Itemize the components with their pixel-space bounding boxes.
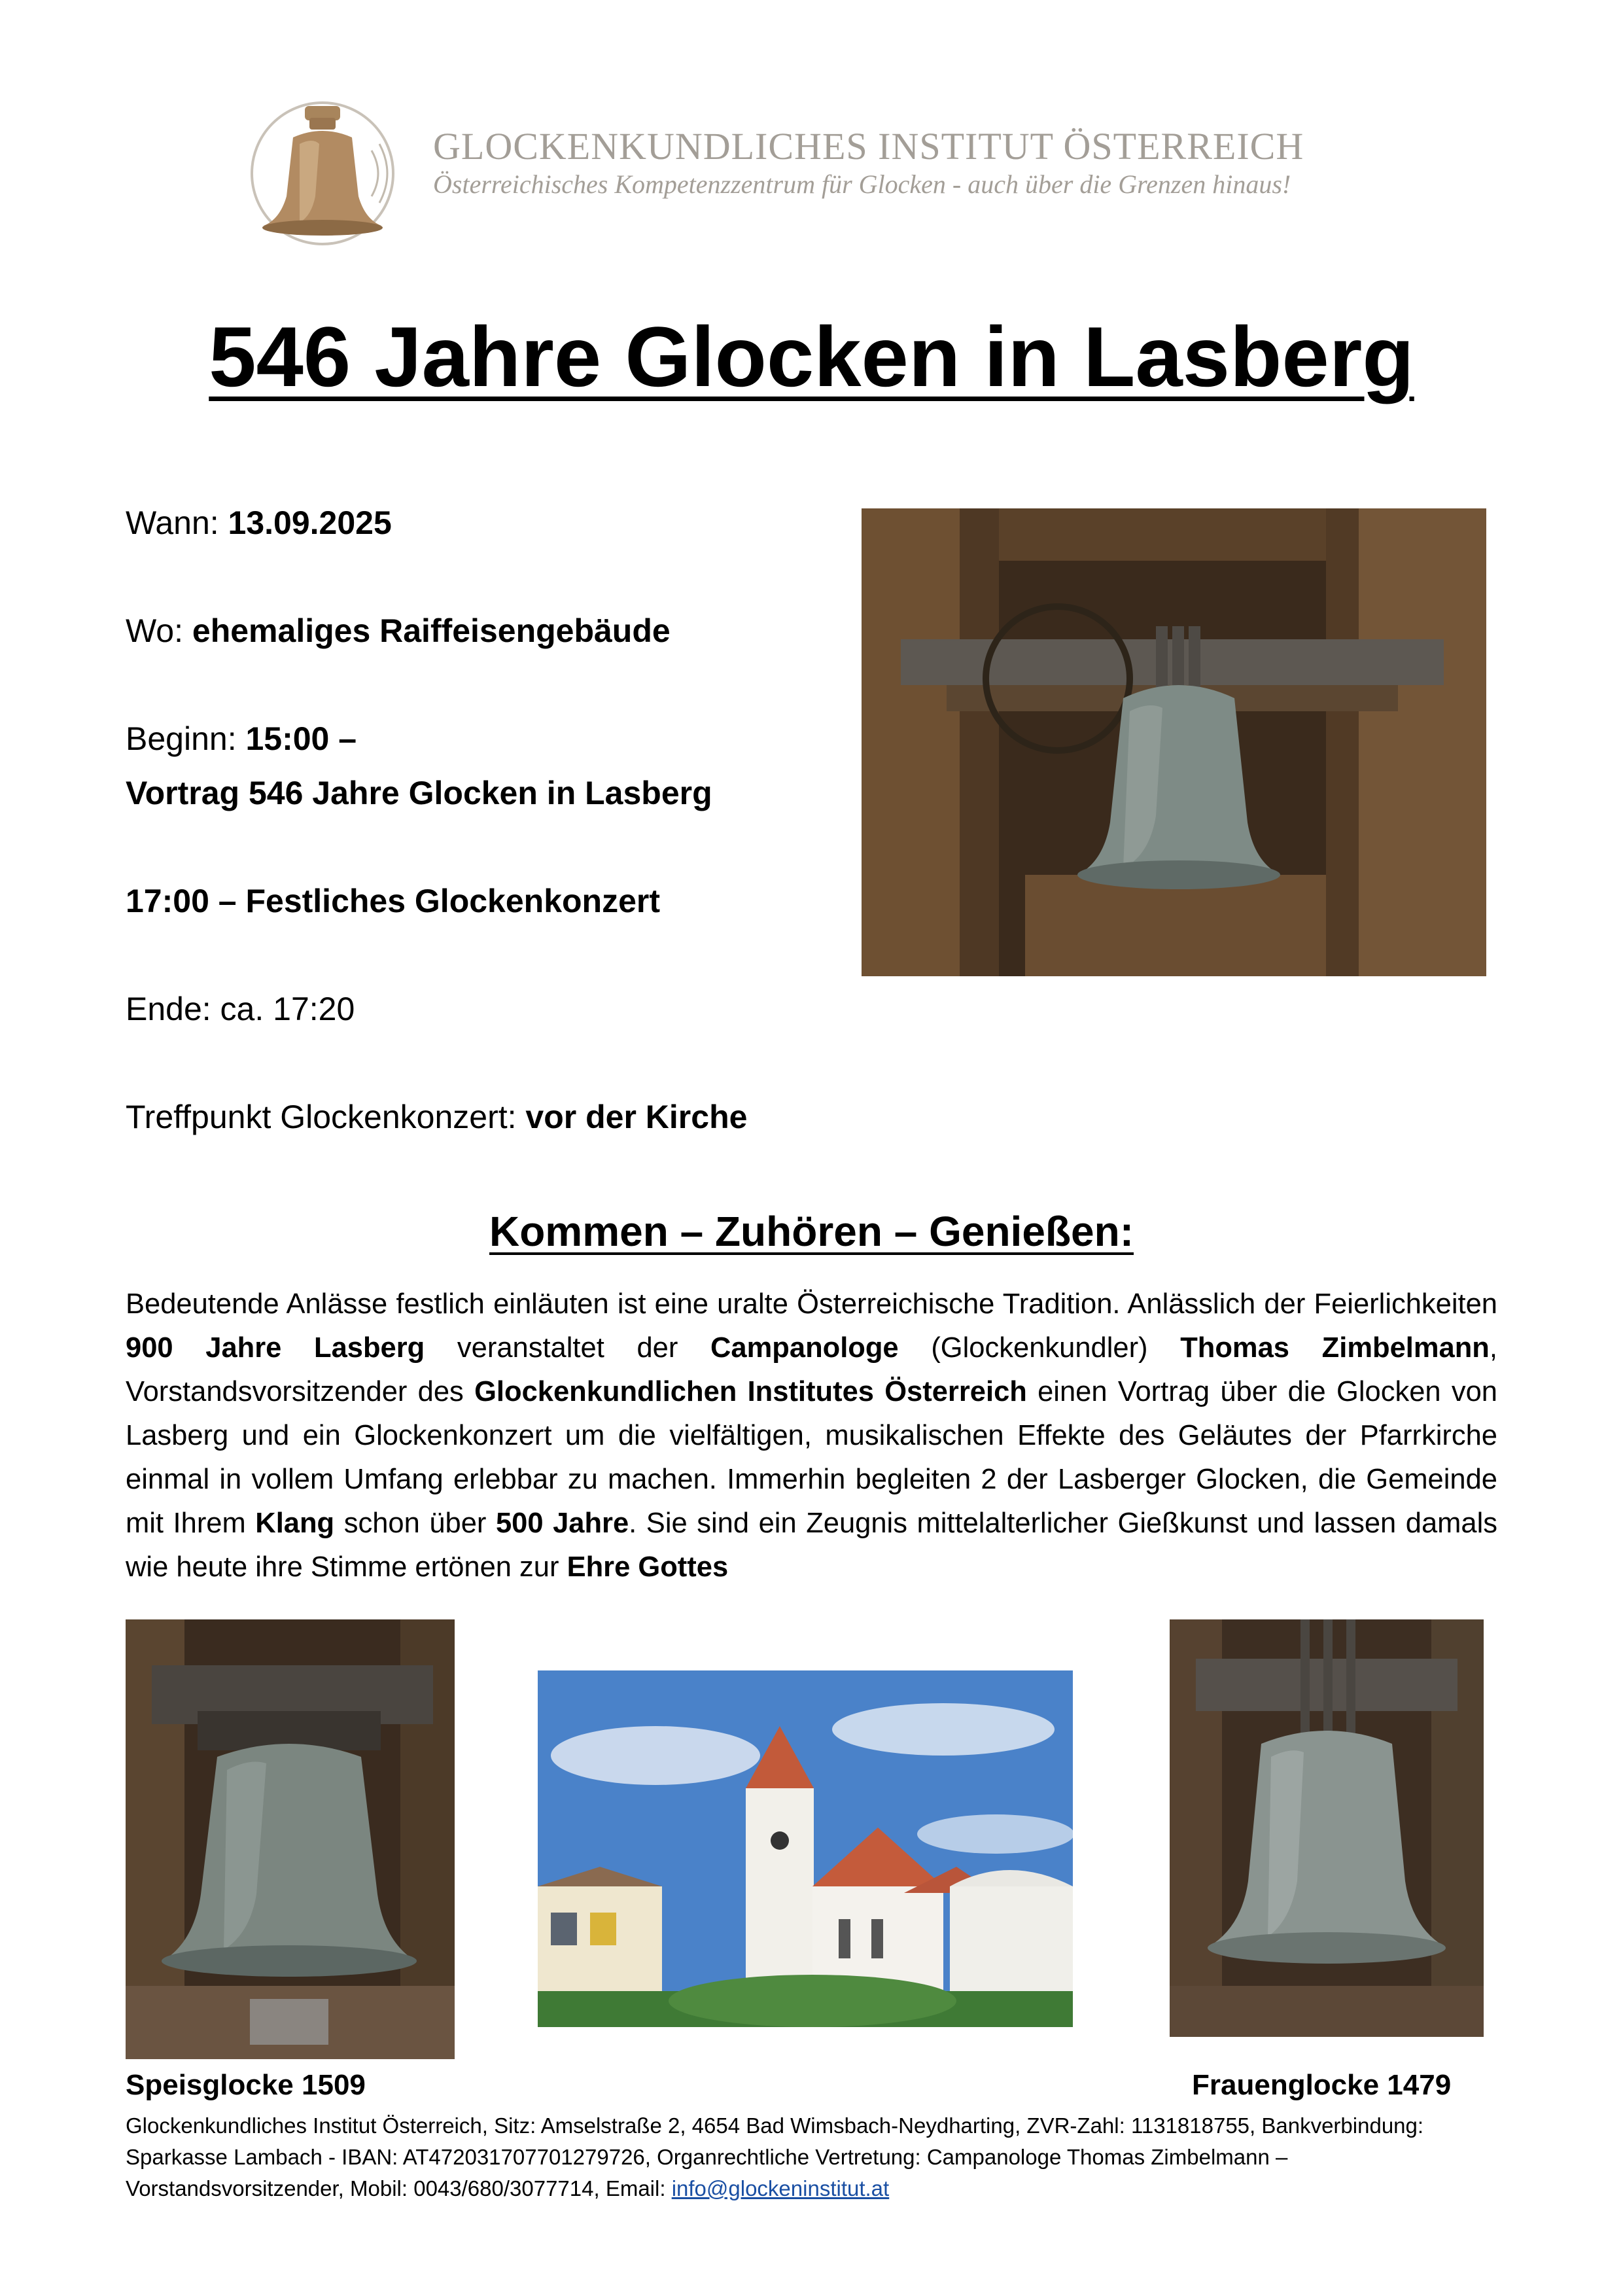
- email-link[interactable]: info@glockeninstitut.at: [671, 2176, 890, 2200]
- info-concert: 17:00 – Festliches Glockenkonzert: [126, 883, 661, 919]
- page-title: 546 Jahre Glocken in Lasberg: [209, 309, 1414, 404]
- footer-contact: Glockenkundliches Institut Österreich, Sitz: Amselstraße 2, 4654 Bad Wimsbach-Neydharting, ZVR-Zahl: 1131818755, Bankverbindung: Sparkasse Lambach - IBAN: AT472031707701279726, Organrechtliche Vertretung: Campanologe Thomas Zimbelmann – Vorstandsvorsitzender, Mobil: 0043/680/3077714, Email: info@glockeninstitut.at: [126, 2113, 1424, 2200]
- frauenglocke-photo: [1170, 1619, 1484, 2037]
- info-end: Ende: ca. 17:20: [126, 991, 355, 1027]
- org-slogan: Österreichisches Kompetenzzentrum für Glocken - auch über die Grenzen hinaus!: [433, 169, 1291, 199]
- info-date: Wann: 13.09.2025: [126, 504, 392, 541]
- event-description: Bedeutende Anlässe festlich einläuten ist eine uralte Österreichische Tradition. Anlässlich der Feierlichkeiten 900 Jahre Lasberg veranstaltet der Campanologe (Glockenkundler) Thomas Zimbelmann, Vorstandsvorsitzender des Glockenkundlichen Institutes Österreich einen Vortrag über die Glocken von Lasberg und ein Glockenkonzert um die vielfältigen, musikalischen Effekte des Geläutes der Pfarrkirche einmal in vollem Umfang erlebbar zu machen. Immerhin begleiten 2 der Lasberger Glocken, die Gemeinde mit Ihrem Klang schon über 500 Jahre. Sie sind ein Zeugnis mittelalterlicher Gießkunst und lassen damals wie heute ihre Stimme ertönen zur Ehre Gottes: [126, 1288, 1497, 1583]
- bell-tower-photo: [862, 508, 1486, 976]
- section-heading: Kommen – Zuhören – Genießen:: [489, 1208, 1134, 1255]
- caption-frauenglocke: Frauenglocke 1479: [1192, 2069, 1452, 2101]
- info-location: Wo: ehemaliges Raiffeisengebäude: [126, 612, 671, 649]
- bell-logo-icon: [247, 98, 398, 249]
- org-name: GLOCKENKUNDLICHES INSTITUT ÖSTERREICH: [433, 125, 1304, 168]
- info-start: Beginn: 15:00 –: [126, 720, 357, 757]
- church-photo: [538, 1670, 1073, 2027]
- caption-speisglocke: Speisglocke 1509: [126, 2069, 366, 2101]
- speisglocke-photo: [126, 1619, 455, 2059]
- info-meeting-point: Treffpunkt Glockenkonzert: vor der Kirche: [126, 1099, 748, 1135]
- info-lecture: Vortrag 546 Jahre Glocken in Lasberg: [126, 775, 712, 811]
